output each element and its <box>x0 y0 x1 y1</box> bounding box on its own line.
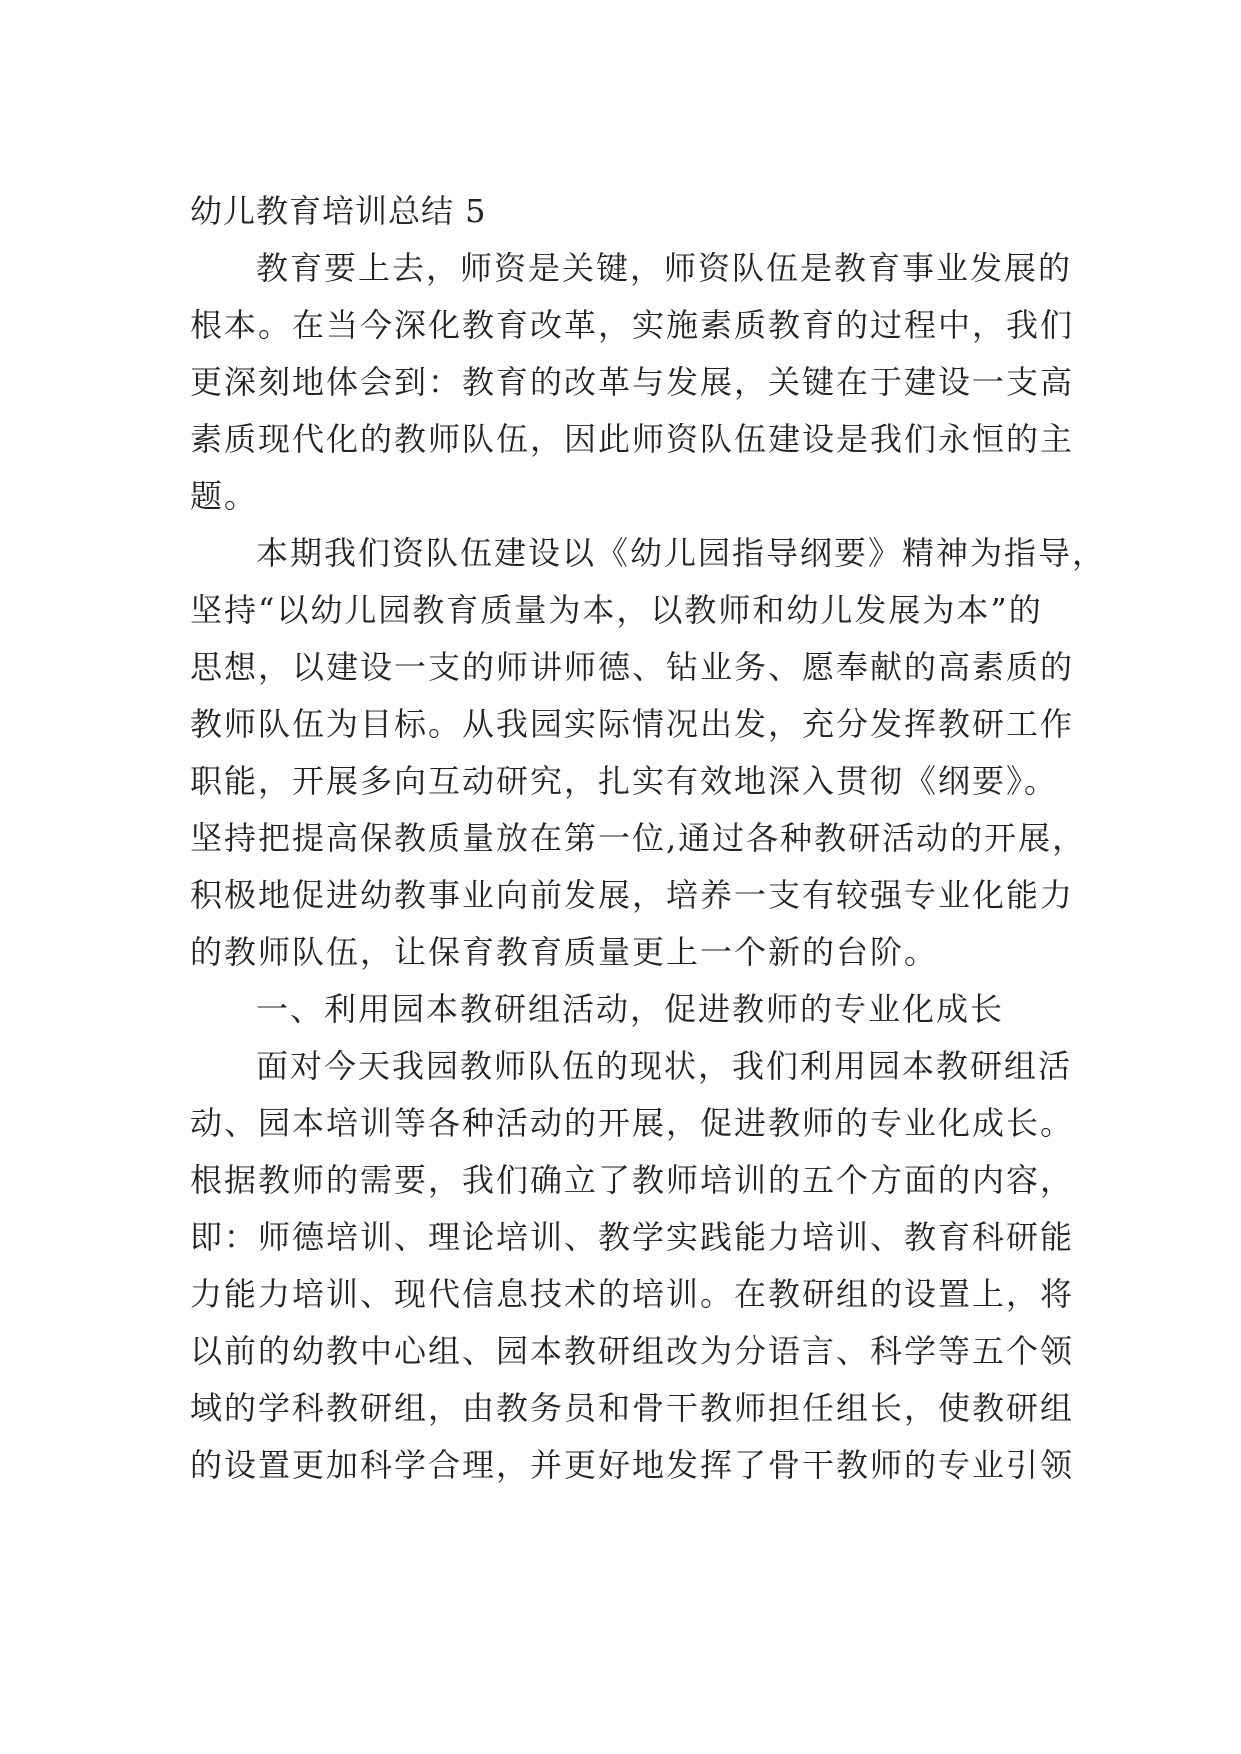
paragraph-3-line-8: 的设置更加科学合理，并更好地发挥了骨干教师的专业引领 <box>190 1446 1075 1484</box>
paragraph-1-line-4: 素质现代化的教师队伍，因此师资队伍建设是我们永恒的主 <box>190 420 1075 458</box>
paragraph-3-line-1: 面对今天我园教师队伍的现状，我们利用园本教研组活 <box>256 1047 1073 1085</box>
paragraph-1-line-1: 教育要上去，师资是关键，师资队伍是教育事业发展的 <box>256 249 1073 287</box>
paragraph-3-line-5: 力能力培训、现代信息技术的培训。在教研组的设置上，将 <box>190 1275 1075 1313</box>
paragraph-2-line-6: 坚持把提高保教质量放在第一位,通过各种教研活动的开展， <box>190 819 1087 857</box>
paragraph-3-line-7: 域的学科教研组，由教务员和骨干教师担任组长，使教研组 <box>190 1389 1075 1427</box>
paragraph-2-line-4: 教师队伍为目标。从我园实际情况出发，充分发挥教研工作 <box>190 705 1075 743</box>
paragraph-2-line-5: 职能，开展多向互动研究，扎实有效地深入贯彻《纲要》。 <box>190 762 1059 800</box>
paragraph-1-line-3: 更深刻地体会到：教育的改革与发展，关键在于建设一支高 <box>190 363 1075 401</box>
paragraph-2-line-7: 积极地促进幼教事业向前发展，培养一支有较强专业化能力 <box>190 876 1075 914</box>
paragraph-2-line-1: 本期我们资队伍建设以《幼儿园指导纲要》精神为指导， <box>256 534 1107 572</box>
document-title: 幼儿教育培训总结 5 <box>190 192 487 230</box>
paragraph-3-line-3: 根据教师的需要，我们确立了教师培训的五个方面的内容， <box>190 1161 1075 1199</box>
paragraph-1-line-2: 根本。在当今深化教育改革，实施素质教育的过程中，我们 <box>190 306 1075 344</box>
paragraph-2-line-3: 思想，以建设一支的师讲师德、钻业务、愿奉献的高素质的 <box>190 648 1075 686</box>
paragraph-1-line-5: 题。 <box>190 477 259 515</box>
document-body <box>190 183 1107 1494</box>
paragraph-3-line-2: 动、园本培训等各种活动的开展，促进教师的专业化成长。 <box>190 1104 1075 1142</box>
paragraph-3-line-4: 即：师德培训、理论培训、教学实践能力培训、教育科研能 <box>190 1218 1075 1256</box>
section-heading-1: 一、利用园本教研组活动，促进教师的专业化成长 <box>256 990 1005 1028</box>
paragraph-2-line-2: 坚持“以幼儿园教育质量为本，以教师和幼儿发展为本”的 <box>190 591 1043 629</box>
paragraph-2-line-8: 的教师队伍，让保育教育质量更上一个新的台阶。 <box>190 933 939 971</box>
paragraph-3-line-6: 以前的幼教中心组、园本教研组改为分语言、科学等五个领 <box>190 1332 1075 1370</box>
